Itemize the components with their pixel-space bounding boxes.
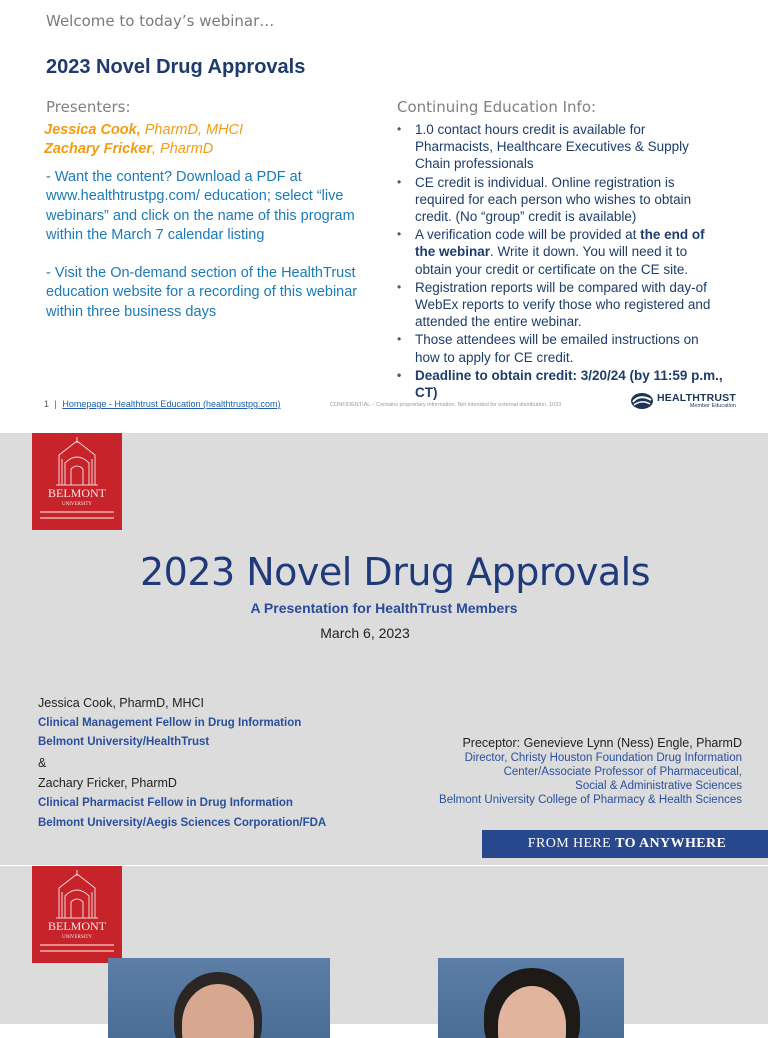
confidential-notice: CONFIDENTIAL – Contains proprietary information. Not intended for external distribution. 1023	[330, 402, 562, 408]
presenter-photo-zachary	[108, 958, 330, 1038]
presenter-name: Zachary Fricker	[44, 141, 153, 157]
belmont-university-logo	[32, 866, 122, 963]
presenter-2-name: Zachary Fricker, PharmD	[38, 776, 177, 790]
presentation-date: March 6, 2023	[320, 625, 410, 641]
presenter-credentials: PharmD, MHCI	[140, 122, 244, 138]
belmont-building-icon	[32, 433, 122, 530]
belmont-wordmark: BELMONT	[48, 486, 106, 500]
ce-deadline: • Deadline to obtain credit: 3/20/24 (by 11:59 p.m., CT)	[397, 367, 727, 401]
ampersand: &	[38, 756, 47, 770]
presenter-jessica-cook	[44, 122, 243, 138]
presenter-1-org: Belmont University/HealthTrust	[38, 736, 210, 748]
presenter-credentials: , PharmD	[152, 141, 214, 157]
belmont-university-logo	[32, 433, 122, 530]
belmont-wordmark: BELMONT	[48, 919, 106, 933]
preceptor-name: Preceptor: Genevieve Lynn (Ness) Engle, PharmD	[462, 736, 742, 750]
logo-tagline: Member Education	[689, 403, 736, 409]
presenter-name: Jessica Cook,	[44, 122, 141, 138]
healthtrust-logo	[630, 391, 736, 411]
presenter-2-role: Clinical Pharmacist Fellow in Drug Information	[38, 797, 293, 809]
ce-item-text: . Write it down. You will need it to obtain your credit or certificate on the CE site.	[415, 244, 689, 277]
ce-item: • Registration reports will be compared with day-of WebEx reports to verify those who registered and attended the entire webinar.	[397, 279, 727, 331]
ce-item: • Those attendees will be emailed instructions on how to apply for CE credit.	[397, 331, 727, 365]
welcome-text: Welcome to today’s webinar…	[46, 12, 275, 30]
presenters-heading: Presenters:	[46, 98, 131, 116]
content-info-block	[46, 168, 386, 322]
healthtrust-swirl-icon	[630, 391, 654, 411]
ce-info-list	[397, 121, 727, 402]
footer-separator: |	[54, 399, 57, 409]
logo-wordmark: HEALTHTRUST	[657, 391, 736, 404]
ce-item-text: A verification code will be provided at	[415, 227, 641, 243]
presenter-1-name: Jessica Cook, PharmD, MHCI	[38, 696, 205, 710]
presenter-photo-jessica	[438, 958, 624, 1038]
ce-item: • 1.0 contact hours credit is available for Pharmacists, Healthcare Executives & Supply Chain professionals	[397, 121, 727, 173]
ce-item: • CE credit is individual. Online registration is required for each person who wishes to obtain credit. (No “group” credit is available)	[397, 174, 727, 226]
preceptor-title-line: Director, Christy Houston Foundation Drug Information	[464, 752, 742, 764]
belmont-wordmark-sub: UNIVERSITY	[62, 935, 92, 940]
from-here-to-anywhere-banner	[482, 830, 768, 858]
slide-2-title: 2023 Novel Drug Approvals	[139, 550, 651, 594]
slide-1-title: 2023 Novel Drug Approvals	[46, 56, 306, 78]
ce-item-emphasis: the end of the webinar	[415, 227, 705, 260]
on-demand-text: - Visit the On-demand section of the HealthTrust education website for a recording of this webinar within three business days	[46, 265, 358, 320]
slide-1	[0, 0, 768, 432]
preceptor-title-line: Social & Administrative Sciences	[575, 780, 742, 792]
belmont-building-icon	[32, 866, 122, 963]
slide-3	[0, 866, 768, 1024]
slide-1-footer	[44, 399, 281, 409]
banner-text-bold: TO ANYWHERE	[615, 836, 727, 851]
banner-text-light: FROM HERE	[527, 836, 612, 851]
presentation-subtitle: A Presentation for HealthTrust Members	[250, 600, 518, 616]
preceptor-title-line: Center/Associate Professor of Pharmaceutical,	[503, 766, 742, 778]
presenter-2-org: Belmont University/Aegis Sciences Corporation/FDA	[38, 817, 327, 829]
healthtrust-homepage-link[interactable]: Homepage - Healthtrust Education (healthtrustpg.com)	[62, 399, 281, 409]
ce-info-heading: Continuing Education Info:	[397, 98, 597, 116]
download-content-text: - Want the content? Download a PDF at www.healthtrustpg.com/ education; select “live webinars” and click on the name of this program within the March 7 calendar listing	[46, 169, 355, 243]
slide-2	[0, 433, 768, 865]
page-number: 1	[44, 399, 50, 409]
ce-item	[397, 226, 727, 278]
presenter-1-role: Clinical Management Fellow in Drug Information	[38, 717, 302, 729]
presenter-zachary-fricker	[44, 141, 213, 157]
belmont-wordmark-sub: UNIVERSITY	[62, 502, 92, 507]
preceptor-title-line: Belmont University College of Pharmacy & Health Sciences	[439, 794, 742, 806]
